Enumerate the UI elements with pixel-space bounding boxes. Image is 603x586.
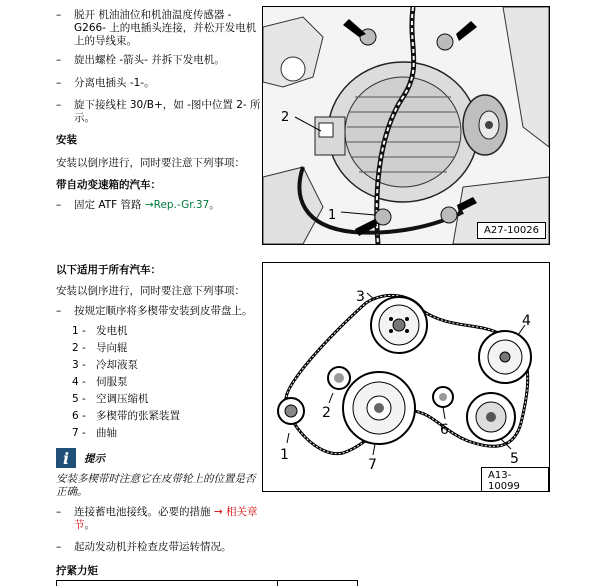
- torque-heading: 拧紧力矩: [56, 565, 98, 577]
- pulley-servo-pump: [479, 331, 531, 383]
- legend-item: 3 - 冷却液泵: [72, 358, 138, 371]
- pulley-guide-roller: [328, 367, 350, 389]
- battery-link[interactable]: → 相关章节: [74, 506, 258, 531]
- list-dash: –: [56, 199, 62, 211]
- list-dash: –: [56, 9, 62, 21]
- battery-text: 连接蓄电池接线。必要的措施: [74, 506, 214, 518]
- list-dash: –: [56, 506, 62, 518]
- install-text: 安装以倒序进行，同时要注意下列事项：: [56, 157, 245, 169]
- auto-trans-heading: 带自动变速箱的汽车：: [56, 179, 161, 191]
- install-heading: 安装: [56, 134, 77, 146]
- step-text: 脱开 机油油位和机油温度传感器 -G266- 上的电插头连接，并松开发电机上的导线束。: [74, 9, 257, 47]
- figure1-label-2: 2: [281, 110, 290, 125]
- list-dash: –: [56, 305, 62, 317]
- note-header: [56, 448, 105, 468]
- torque-table: [56, 580, 358, 586]
- battery-end: 。: [84, 519, 95, 531]
- figure1-label-1: 1: [328, 208, 337, 223]
- belt-drawing: [263, 263, 549, 491]
- legend-item: 5 - 空调压缩机: [72, 392, 149, 405]
- figure2-label-1: 1: [280, 447, 289, 463]
- pulley-ac-compressor: [467, 393, 515, 441]
- figure-alternator: [262, 6, 550, 245]
- figure-belt-layout: [262, 262, 550, 492]
- list-dash: –: [56, 99, 62, 111]
- all-cars-heading: 以下适用于所有汽车：: [56, 264, 161, 276]
- legend-list: [72, 322, 252, 441]
- figure2-label-6: 6: [440, 422, 449, 438]
- figure2-label-4: 4: [522, 313, 531, 329]
- atf-end: 。: [209, 199, 220, 211]
- step-belt-install: [56, 305, 261, 318]
- pulley-alternator: [278, 398, 304, 424]
- step-text: 分离电插头 -1-。: [74, 77, 155, 89]
- table-column-divider: [277, 581, 278, 586]
- note-title: 提示: [84, 452, 105, 465]
- all-cars-text: 安装以倒序进行，同时要注意下列事项：: [56, 285, 245, 297]
- list-dash: –: [56, 77, 62, 89]
- step-separate-plug: [56, 77, 261, 90]
- pulley-tensioner: [433, 387, 453, 407]
- step-text: 按规定顺序将多楔带安装到皮带盘上。: [74, 305, 253, 317]
- step-atf: [56, 199, 261, 212]
- figure2-code: A13-10099: [481, 467, 549, 492]
- legend-item: 6 - 多楔带的张紧装置: [72, 409, 180, 422]
- legend-item: 7 - 曲轴: [72, 426, 117, 439]
- list-dash: –: [56, 541, 62, 553]
- list-dash: –: [56, 54, 62, 66]
- step-text: 旋下接线柱 30/B+，如 -图中位置 2- 所示。: [74, 99, 261, 124]
- figure2-label-2: 2: [322, 405, 331, 421]
- pulley-crankshaft: [343, 372, 415, 444]
- step-battery: [56, 506, 261, 532]
- legend-item: 4 - 伺服泵: [72, 375, 128, 388]
- figure1-code: A27-10026: [477, 222, 546, 239]
- figure2-label-3: 3: [356, 289, 365, 305]
- pulley-coolant-pump: [371, 297, 427, 353]
- step-disconnect-sensor: [56, 9, 261, 48]
- figure2-label-7: 7: [368, 457, 377, 473]
- atf-link[interactable]: →Rep.-Gr.37: [144, 199, 210, 211]
- atf-text: 固定 ATF 管路: [74, 199, 145, 211]
- step-text: 起动发动机并检查皮带运转情况。: [74, 541, 232, 553]
- info-icon: i: [56, 448, 76, 468]
- step-text: 旋出螺栓 -箭头- 并拆下发电机。: [74, 54, 225, 66]
- step-remove-bolts: [56, 54, 261, 67]
- note-text: 安装多楔带时注意它在皮带轮上的位置是否正确。: [56, 473, 256, 498]
- step-check-belt: [56, 541, 261, 554]
- step-unscrew-terminal: [56, 99, 261, 125]
- legend-item: 1 - 发电机: [72, 324, 128, 337]
- alternator-drawing: [263, 7, 549, 244]
- figure2-label-5: 5: [510, 451, 519, 467]
- legend-item: 2 - 导向辊: [72, 341, 128, 354]
